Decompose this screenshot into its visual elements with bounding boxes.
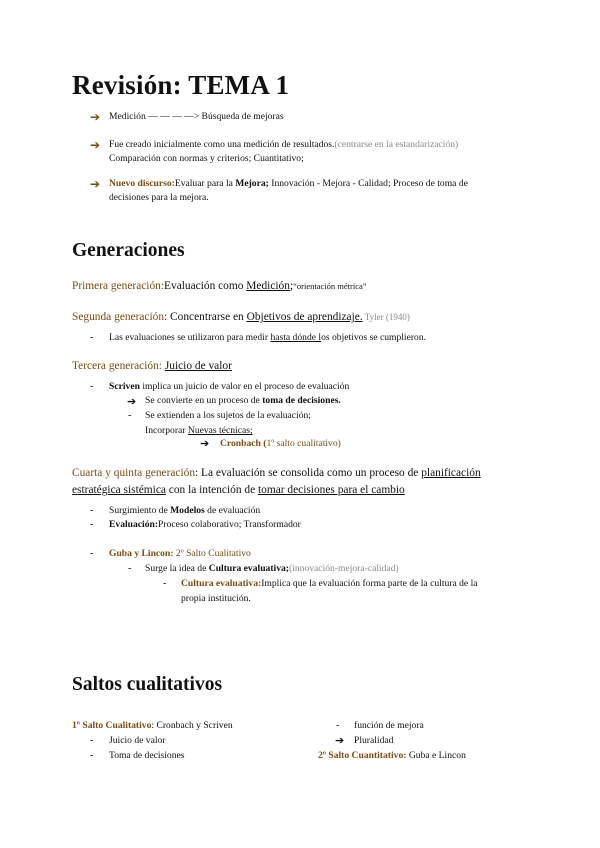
dash-icon: - <box>90 750 94 761</box>
salto-2-text: Guba e Lincon <box>406 750 466 761</box>
salto-2 <box>318 748 466 764</box>
dash-icon: - <box>336 720 340 731</box>
dash-icon: - <box>90 735 94 746</box>
guba-bold: Guba y Lincon: <box>109 548 174 559</box>
guba-text: 2º Salto Cualitativo <box>173 548 251 559</box>
cuarta-underlined-2: estratégica sistémica <box>72 484 166 496</box>
section-heading-generaciones: Generaciones <box>72 240 185 261</box>
primera-label: Primera generación: <box>72 280 165 292</box>
intro-bullet-3-text-b: Innovación - Mejora - Calidad; Proceso de toma de <box>268 178 468 189</box>
guba-sub <box>145 561 399 577</box>
tercera-generacion <box>72 360 232 372</box>
primera-note: “orientación métrica” <box>293 281 367 291</box>
tercera-item-bold: Scriven <box>109 381 140 392</box>
intro-bullet-2-note: (centrarse en la estandarización) <box>334 139 459 150</box>
salto-1-bold: 1º Salto Cualitativo <box>72 720 152 731</box>
tercera-label: Tercera generación: <box>72 360 162 372</box>
cronbach-bold: Cronbach ( <box>220 438 267 449</box>
arrow-icon: ➔ <box>90 110 101 124</box>
cuarta-label: Cuarta y quinta generación <box>72 467 196 479</box>
tercera-sub-1-bold: toma de decisiones. <box>262 395 341 406</box>
dash-icon: - <box>163 578 167 589</box>
dash-icon: - <box>90 548 94 559</box>
page-title: Revisión: TEMA 1 <box>72 70 290 100</box>
segunda-text: : Concentrarse en <box>164 311 247 323</box>
salto-1-item-1: Juicio de valor <box>109 735 166 746</box>
segunda-item-underlined: hasta dónde l <box>270 332 322 343</box>
primera-text: Evaluación como <box>164 280 247 292</box>
tercera-sub-1 <box>145 393 341 409</box>
intro-bullet-3-text: Evaluar para la <box>174 178 236 189</box>
tercera-sub-2-underlined: Nuevas técnicas; <box>187 425 253 436</box>
cuarta-item-1-text: Surgimiento de <box>109 505 171 516</box>
segunda-label: Segunda generación <box>72 311 165 323</box>
arrow-icon: ➔ <box>200 438 210 450</box>
intro-bullet-3-bold: Mejora; <box>235 178 269 189</box>
arrow-icon: ➔ <box>335 735 345 747</box>
salto-1-item-2: Toma de decisiones <box>109 750 185 761</box>
cronbach-text: 1º salto cualitativo) <box>266 438 341 449</box>
salto-1 <box>72 718 233 734</box>
arrow-icon: ➔ <box>127 396 137 408</box>
section-heading-saltos: Saltos cualitativos <box>72 674 223 695</box>
dash-icon: - <box>90 519 94 530</box>
tercera-item-text: implica un juicio de valor en el proceso de evaluación <box>139 381 350 392</box>
tercera-sub-1-text: Se convierte en un proceso de <box>145 395 263 406</box>
primera-underlined: Medición <box>246 280 290 292</box>
segunda-item-text: Las evaluaciones se utilizaron para medir <box>109 332 271 343</box>
primera-generacion <box>72 280 367 292</box>
segunda-item <box>109 330 426 346</box>
cuarta-line2 <box>72 484 405 496</box>
guba-sub-2-line2: propia institución. <box>181 593 251 604</box>
intro-bullet-1: Medición — — — —> Búsqueda de mejoras <box>109 111 284 122</box>
salto-1-text: : Cronbach y Scriven <box>151 720 233 731</box>
dash-icon: - <box>90 381 94 392</box>
cuarta-item-2 <box>109 517 301 533</box>
intro-bullet-3-label: Nuevo discurso: <box>109 178 175 189</box>
guba-sub-note: (innovación-mejora-calidad) <box>288 563 399 574</box>
cuarta-underlined-3: tomar decisiones para el cambio <box>257 484 405 496</box>
cuarta-item-1-bold: Modelos <box>170 505 205 516</box>
arrow-icon: ➔ <box>90 138 101 152</box>
intro-bullet-2-line2: Comparación con normas y criterios; Cuantitativo; <box>109 153 304 164</box>
segunda-underlined: Objetivos de aprendizaje. <box>246 311 363 323</box>
cuarta-item-2-bold: Evaluación: <box>109 519 159 530</box>
segunda-note: Tyler (1940) <box>362 312 410 322</box>
cuarta-generacion <box>72 467 481 479</box>
cuarta-item-1-text-b: de evaluación <box>204 505 261 516</box>
guba-sub-2-text: Implica que la evaluación forma parte de la cultura de la <box>261 578 478 589</box>
tercera-sub-2-text: Incorporar <box>145 425 188 436</box>
dash-icon: - <box>90 332 94 343</box>
primera-sep: ; <box>289 280 294 292</box>
cuarta-text: : La evaluación se consolida como un proceso de <box>195 467 422 479</box>
dash-icon: - <box>128 410 132 421</box>
salto-2-bold: 2º Salto Cuantitativo: <box>318 750 407 761</box>
segunda-generacion <box>72 311 410 323</box>
tercera-sub-2: Se extienden a los sujetos de la evaluación; <box>145 410 311 421</box>
cuarta-item-2-text: Proceso colaborativo; Transformador <box>158 519 301 530</box>
guba-item <box>109 546 251 562</box>
guba-sub-2 <box>181 576 478 592</box>
guba-sub-text: Surge la idea de <box>145 563 209 574</box>
intro-bullet-3-line2: decisiones para la mejora. <box>109 192 209 203</box>
arrow-icon: ➔ <box>90 177 101 191</box>
cuarta-text-b: con la intención de <box>165 484 258 496</box>
segunda-item-text-b: os objetivos se cumplieron. <box>321 332 427 343</box>
cuarta-underlined-1: planificación <box>421 467 481 479</box>
guba-sub-2-bold: Cultura evaluativa: <box>181 578 262 589</box>
salto-right-item-1: función de mejora <box>354 720 424 731</box>
guba-sub-bold: Cultura evaluativa; <box>208 563 289 574</box>
dash-icon: - <box>90 505 94 516</box>
tercera-underlined: Juicio de valor <box>164 360 232 372</box>
salto-right-item-2: Pluralidad <box>354 735 394 746</box>
intro-bullet-2-main: Fue creado inicialmente como una medición de resultados. <box>109 139 335 150</box>
dash-icon: - <box>128 563 132 574</box>
cronbach-item <box>220 436 341 452</box>
